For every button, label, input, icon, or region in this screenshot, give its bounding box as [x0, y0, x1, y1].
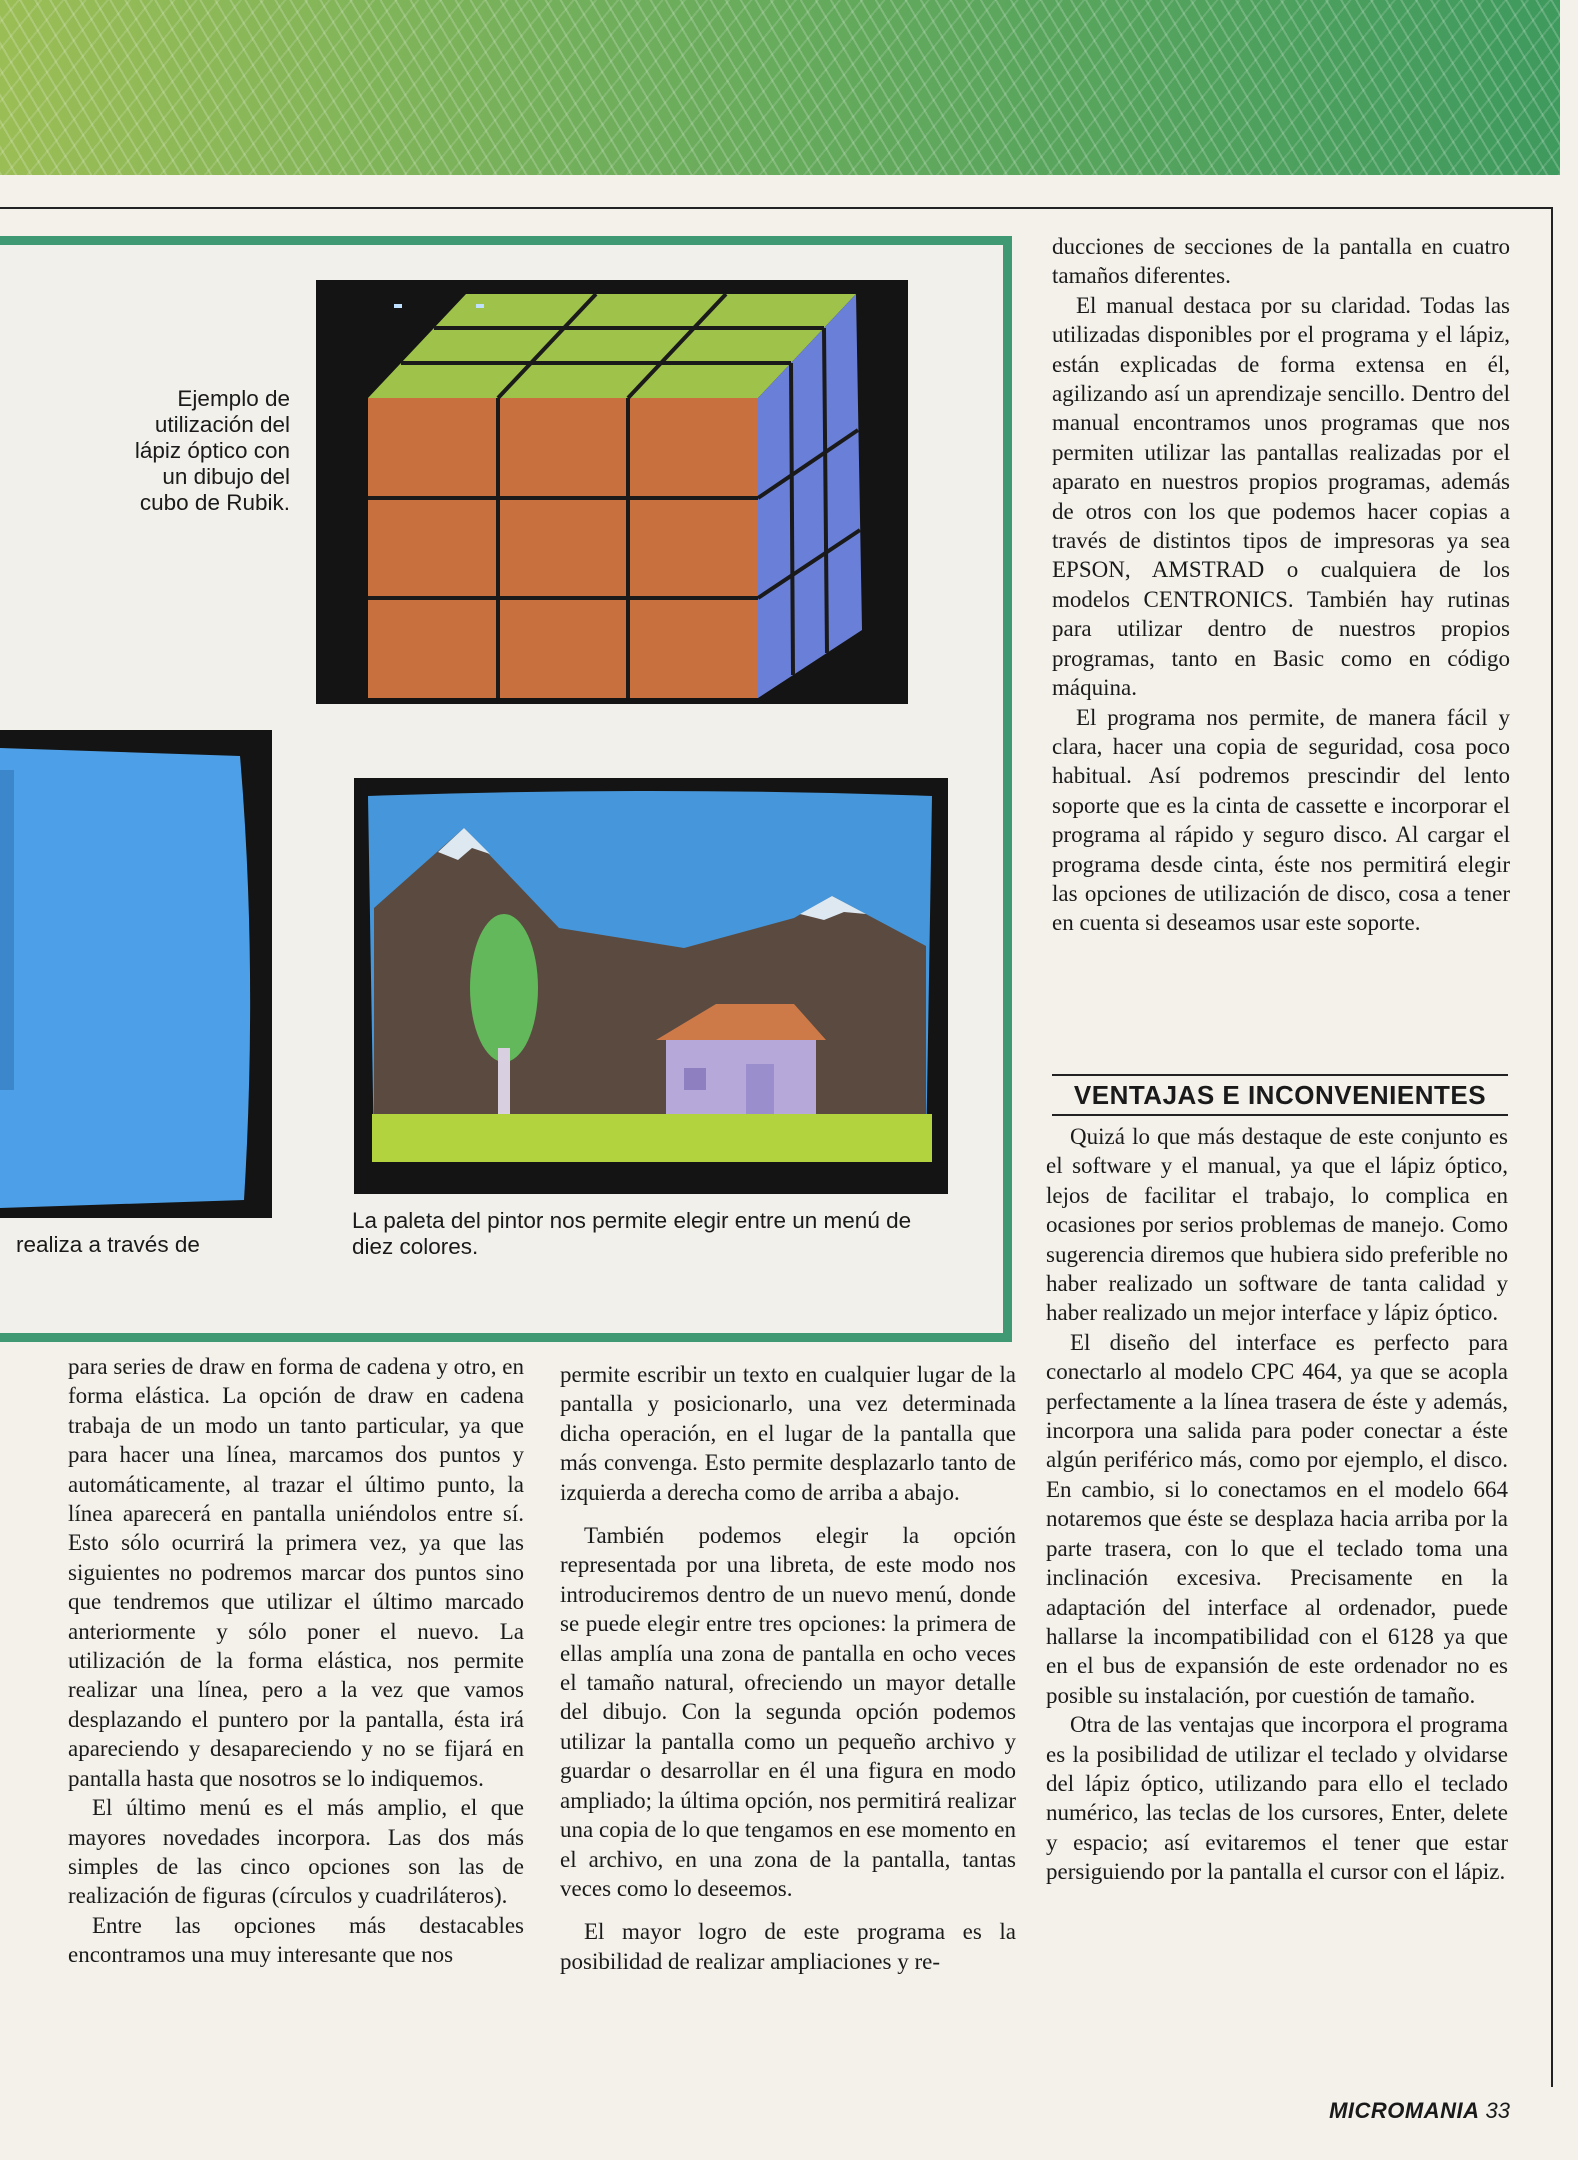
article-column-right-top	[1052, 232, 1510, 938]
paragraph: El diseño del interface es perfecto para conectarlo al modelo CPC 464, ya que se acopla perfectamente a la línea trasera de éste y además, incorpora una salida para poder conectar a éste algún periférico más, como por ejemplo, el disco. En cambio, si lo conectamos en el modelo 664 notaremos que éste se desplaza hacia arriba por la parte trasera, con lo que el teclado toma una inclinación excesiva. Precisamente en la adaptación del interface al ordenador, puede hallarse la incompatibilidad con el 6128 ya que en el bus de expansión de este ordenador no es posible su instalación, por cuestión de tamaño.	[1046, 1329, 1508, 1708]
paragraph: Entre las opciones más destacables encontramos una muy interesante que nos	[68, 1912, 524, 1968]
article-column-middle	[560, 1360, 1016, 1976]
section-heading: VENTAJAS E INCONVENIENTES	[1052, 1074, 1508, 1116]
paragraph: permite escribir un texto en cualquier lugar de la pantalla y posicionarlo, una vez determinada dicha operación, en el lugar de la pantalla que más convenga. Esto permite desplazarlo tanto de izquierda a derecha como de arriba a abajo.	[560, 1362, 1016, 1505]
rubik-cube-image	[316, 280, 908, 704]
magazine-name: MICROMANIA	[1329, 2098, 1480, 2123]
paragraph: para series de draw en forma de cadena y otro, en forma elástica. La opción de draw en cadena trabaja de un modo un tanto particular, ya que para hacer una línea, marcamos dos puntos y automáticamente, al trazar el último punto, la línea aparecerá en pantalla uniéndolos entre sí. Esto sólo ocurrirá la primera vez, ya que las siguientes no podremos marcar dos puntos sino que tendremos que utilizar el último marcado anteriormente y sólo poner el nuevo. La utilización de la forma elástica, nos permite realizar una línea, pero a la vez que vamos desplazando el puntero por la pantalla, ésta irá apareciendo y desapareciendo y no se fijará en pantalla hasta que nosotros se lo indiquemos.	[68, 1354, 524, 1791]
decorative-banner	[0, 0, 1560, 175]
paragraph: Otra de las ventajas que incorpora el programa es la posibilidad de utilizar el teclado y olvidarse del lápiz óptico, utilizando para ello el teclado numérico, las teclas de los cursores, Enter, delete y espacio; así evitaremos el tener que estar persiguiendo por la pantalla el cursor con el lápiz.	[1046, 1712, 1508, 1885]
right-rule	[1551, 207, 1553, 2087]
page-footer	[1329, 2098, 1510, 2124]
article-column-left	[68, 1352, 524, 1970]
cropped-screen-image	[0, 730, 272, 1218]
paragraph: El mayor logro de este programa es la posibilidad de realizar ampliaciones y re-	[560, 1919, 1016, 1974]
paragraph: El programa nos permite, de manera fácil y clara, hacer una copia de seguridad, cosa poco habitual. Así podremos prescindir del lento soporte que es la cinta de cassette e incorporar el programa al rápido y seguro disco. Al cargar el programa desde cinta, éste nos permitirá elegir las opciones de utilización de disco, cosa a tener en cuenta si deseamos usar este soporte.	[1052, 704, 1510, 936]
top-rule	[0, 207, 1553, 209]
landscape-drawing-image	[354, 778, 948, 1194]
paragraph: Quizá lo que más destaque de este conjunto es el software y el manual, ya que el lápiz óptico, lejos de facilitar el trabajo, lo complica en ocasiones por serios problemas de manejo. Como sugerencia diremos que hubiera sido preferible no haber realizado un software de tanta calidad y haber realizado un mejor interface y lápiz óptico.	[1046, 1124, 1508, 1326]
fragment-caption: realiza a través de	[16, 1232, 200, 1257]
paragraph: ducciones de secciones de la pantalla en cuatro tamaños diferentes.	[1052, 234, 1510, 289]
rubik-caption: Ejemplo de utilización del lápiz óptico con un dibujo del cubo de Rubik.	[134, 386, 290, 515]
palette-caption: La paleta del pintor nos permite elegir entre un menú de diez colores.	[352, 1208, 912, 1259]
paragraph: También podemos elegir la opción representada por una libreta, de este modo nos introduciremos dentro de un nuevo menú, donde se puede elegir entre tres opciones: la primera de ellas amplía una zona de pantalla en ocho veces el tamaño natural, ofreciendo un mayor detalle del dibujo. Con la segunda opción podemos utilizar la pantalla como un pequeño archivo y guardar o desarrollar en él una figura en modo ampliado; la última opción, nos permitirá realizar una copia de lo que tengamos en ese momento en el archivo, en una zona de la pantalla, tantas veces como lo deseemos.	[560, 1523, 1016, 1901]
paragraph: El último menú es el más amplio, el que mayores novedades incorpora. Las dos más simples de las cinco opciones son las de realización de figuras (círculos y cuadriláteros).	[68, 1795, 524, 1909]
article-column-right-bottom	[1046, 1122, 1508, 1887]
paragraph: El manual destaca por su claridad. Todas las utilizadas disponibles por el programa y el lápiz, están explicadas de forma extensa en él, agilizando así un aprendizaje sencillo. Dentro del manual encontramos unos programas que nos permiten utilizar las pantallas realizadas por el aparato en nuestros propios programas, además de otros con los que podemos hacer copias a través de distintos tipos de impresoras ya sea EPSON, AMSTRAD o cualquiera de los modelos CENTRONICS. También hay rutinas para utilizar dentro de nuestros propios programas, tanto en Basic como en código máquina.	[1052, 292, 1510, 701]
page-number: 33	[1485, 2098, 1510, 2123]
